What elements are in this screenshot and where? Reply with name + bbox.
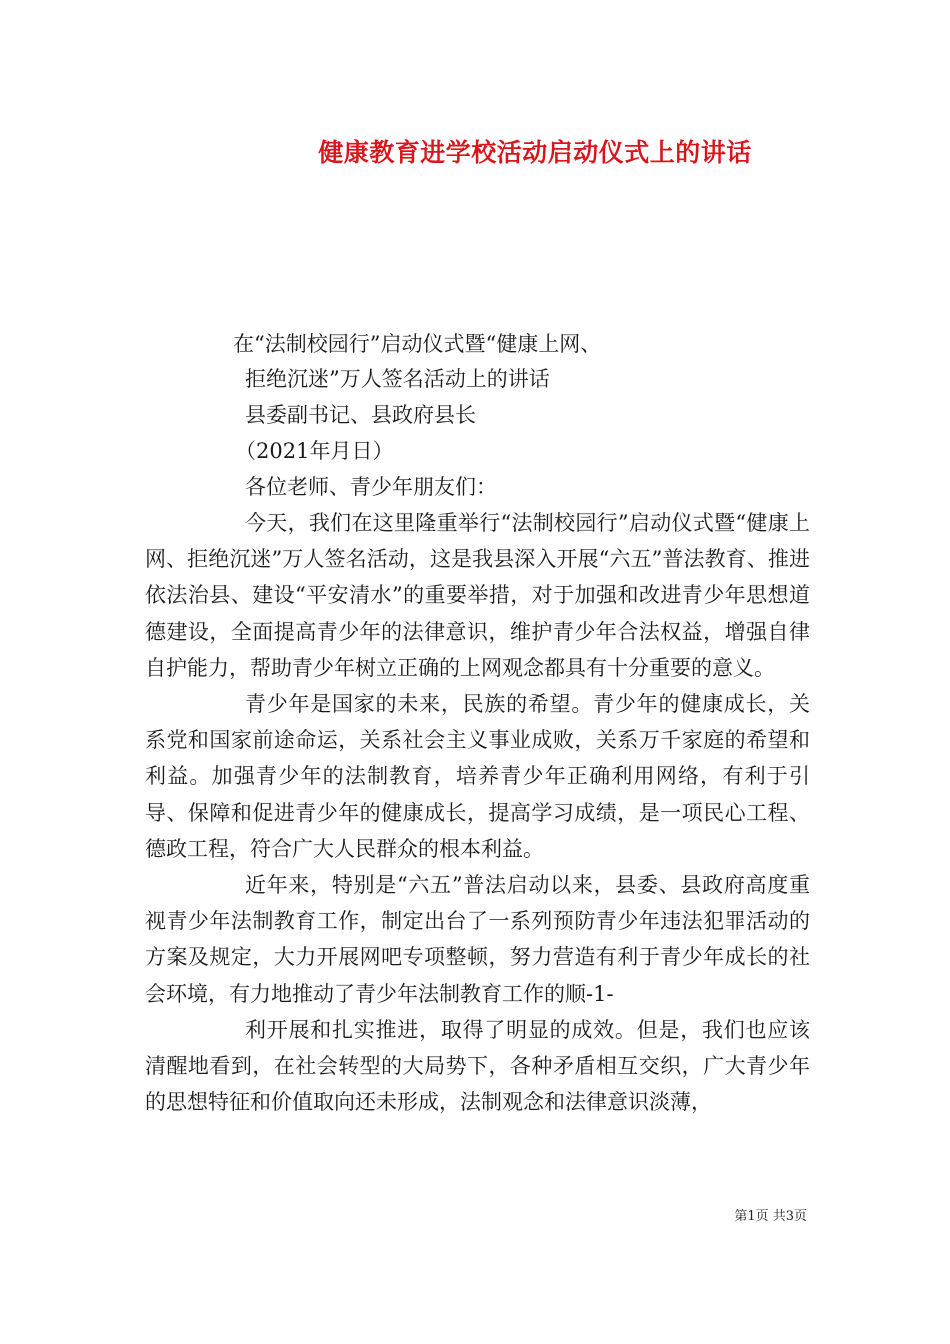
paragraph-1: 今天，我们在这里隆重举行“法制校园行”启动仪式暨“健康上网、拒绝沉迷”万人签名活动，这是我县深入开展“六五”普法教育、推进依法治县、建设“平安清水”的重要举措，对于加强和改进青少年思想道德建设，全面提高青少年的法律意识，维护青少年合法权益，增强自律自护能力，帮助青少年树立正确的上网观念都具有十分重要的意义。 — [145, 511, 810, 680]
paragraph-3: 近年来，特别是“六五”普法启动以来，县委、县政府高度重视青少年法制教育工作，制定出台了一系列预防青少年违法犯罪活动的方案及规定，大力开展网吧专项整顿，努力营造有利于青少年成长的社会环境，有力地推动了青少年法制教育工作的顺-1- — [145, 873, 810, 1006]
speech-heading-line-1: 在“法制校园行”启动仪式暨“健康上网、 — [233, 332, 602, 356]
speech-heading-line-2: 拒绝沉迷”万人签名活动上的讲话 — [245, 367, 550, 391]
paragraph-4: 利开展和扎实推进，取得了明显的成效。但是，我们也应该清醒地看到，在社会转型的大局势下，各种矛盾相互交织，广大青少年的思想特征和价值取向还未形成，法制观念和法律意识淡薄， — [145, 1017, 810, 1115]
salutation: 各位老师、青少年朋友们： — [245, 475, 497, 499]
document-title: 健康教育进学校活动启动仪式上的讲话 — [318, 138, 752, 167]
speech-body — [145, 505, 810, 1120]
page-number: 第1页 共3页 — [734, 1209, 807, 1224]
speech-date: （2021年月日） — [235, 439, 394, 463]
speaker-title: 县委副书记、县政府县长 — [245, 403, 476, 427]
paragraph-2: 青少年是国家的未来，民族的希望。青少年的健康成长，关系党和国家前途命运，关系社会主义事业成败，关系万千家庭的希望和利益。加强青少年的法制教育，培养青少年正确利用网络，有利于引导、保障和促进青少年的健康成长，提高学习成绩，是一项民心工程、德政工程，符合广大人民群众的根本利益。 — [145, 692, 810, 861]
